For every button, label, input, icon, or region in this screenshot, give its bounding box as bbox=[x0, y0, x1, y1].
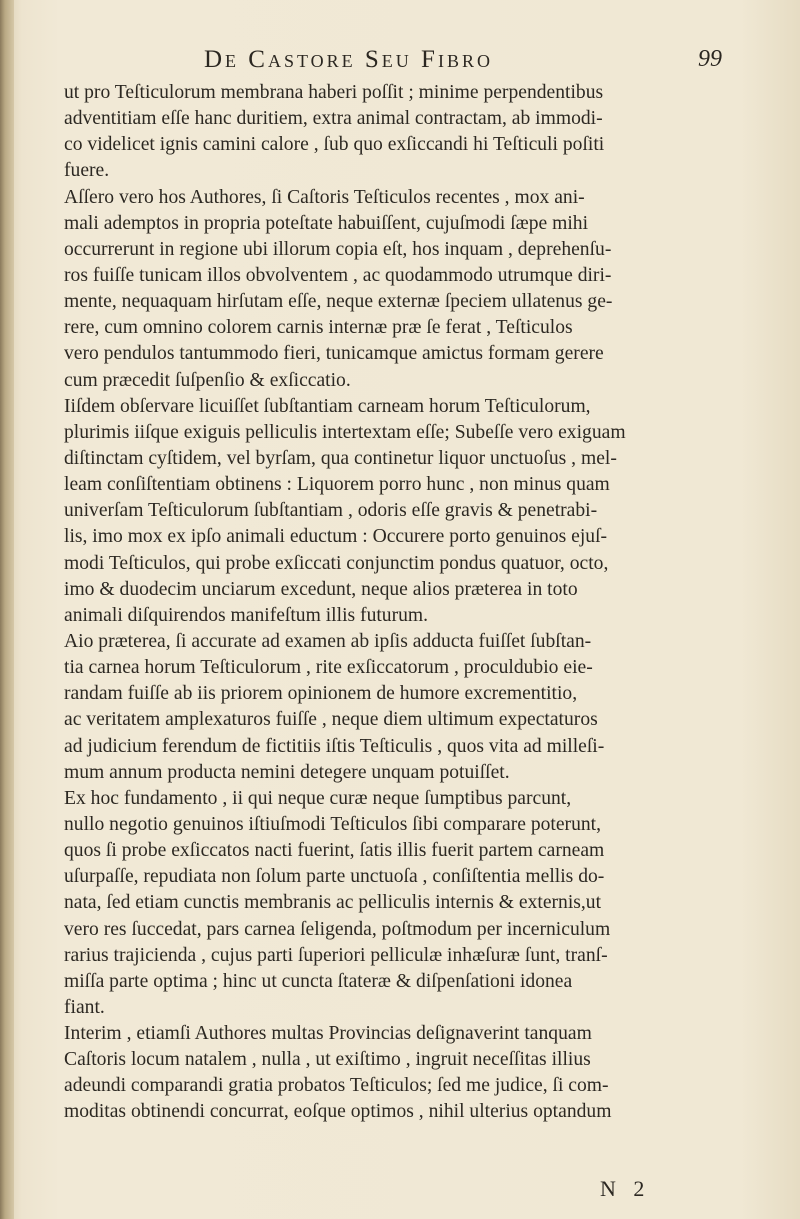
signature-mark: N 2 bbox=[600, 1176, 651, 1201]
running-head: De Castore Seu Fibro bbox=[204, 46, 493, 73]
text-line: vero res ſuccedat, pars carnea ſeligenda, poſtmodum per incerniculum bbox=[64, 918, 611, 940]
text-line: uſurpaſſe, repudiata non ſolum parte unctuoſa , conſiſtentia mellis do- bbox=[64, 866, 605, 888]
text-line: tia carnea horum Teſticulorum , rite exſiccatorum , proculdubio eie- bbox=[64, 657, 593, 679]
text-line: ut pro Teſticulorum membrana haberi poſſit ; minime perpendentibus bbox=[64, 82, 604, 103]
text-line: ros fuiſſe tunicam illos obvolventem , ac quodammodo utrumque diri- bbox=[64, 264, 612, 286]
text-line: nata, ſed etiam cunctis membranis ac pelliculis internis & externis,ut bbox=[64, 892, 602, 914]
text-line: nullo negotio genuinos iſtiuſmodi Teſticulos ſibi comparare poterunt, bbox=[64, 813, 602, 835]
text-line: moditas obtinendi concurrat, eoſque optimos , nihil ulterius optandum bbox=[64, 1101, 612, 1123]
binding-edge bbox=[0, 0, 14, 1219]
text-line: Interim , etiamſi Authores multas Provincias deſignaverint tanquam bbox=[64, 1023, 592, 1045]
text-line: cum præcedit ſuſpenſio & exſiccatio. bbox=[64, 369, 351, 391]
text-line: Aſſero vero hos Authores, ſi Caſtoris Teſticulos recentes , mox ani- bbox=[64, 186, 585, 208]
text-line: rarius trajicienda , cujus parti ſuperiori pelliculæ inhæſuræ ſunt, tranſ- bbox=[64, 944, 608, 966]
text-line: animali diſquirendos manifeſtum illis futurum. bbox=[64, 604, 429, 626]
text-line: occurrerunt in regione ubi illorum copia eſt, hos inquam , deprehenſu- bbox=[64, 238, 612, 260]
text-line: Iiſdem obſervare licuiſſet ſubſtantiam carneam horum Teſticulorum, bbox=[64, 395, 591, 417]
text-line: univerſam Teſticulorum ſubſtantiam , odoris eſſe gravis & penetrabi- bbox=[64, 500, 598, 522]
text-line: Aio præterea, ſi accurate ad examen ab ipſis adducta fuiſſet ſubſtan- bbox=[64, 630, 592, 652]
page-header bbox=[64, 44, 724, 78]
text-line: mali ademptos in propria poteſtate habuiſſent, cujuſmodi ſæpe mihi bbox=[64, 212, 589, 234]
text-line: fiant. bbox=[64, 996, 105, 1018]
text-line: mente, nequaquam hirſutam eſſe, neque externæ ſpeciem ullatenus ge- bbox=[64, 291, 613, 313]
text-line: leam conſiſtentiam obtinens : Liquorem porro hunc , non minus quam bbox=[64, 474, 610, 496]
text-line: modi Teſticulos, qui probe exſiccati conjunctim pondus quatuor, octo, bbox=[64, 552, 609, 574]
text-line: mum annum producta nemini detegere unquam potuiſſet. bbox=[64, 761, 510, 783]
text-line: randam fuiſſe ab iis priorem opinionem de humore excrementitio, bbox=[64, 683, 578, 705]
body-text bbox=[64, 80, 724, 1126]
text-line: lis, imo mox ex ipſo animali eductum : Occurere porto genuinos ejuſ- bbox=[64, 526, 608, 548]
page-number: 99 bbox=[698, 46, 722, 72]
text-line: rere, cum omnino colorem carnis internæ præ ſe ferat , Teſticulos bbox=[64, 317, 573, 339]
text-line: miſſa parte optima ; hinc ut cuncta ſtateræ & diſpenſationi idonea bbox=[64, 970, 573, 992]
text-line: vero pendulos tantummodo fieri, tunicamque amictus formam gerere bbox=[64, 343, 604, 365]
text-line: Ex hoc fundamento , ii qui neque curæ neque ſumptibus parcunt, bbox=[64, 787, 572, 809]
text-line: adventitiam eſſe hanc duritiem, extra animal contractam, ab immodi- bbox=[64, 108, 603, 130]
text-line: ad judicium ferendum de fictitiis iſtis Teſticulis , quos vita ad milleſi- bbox=[64, 735, 605, 757]
text-line: fuere. bbox=[64, 160, 110, 182]
text-line: co videlicet ignis camini calore , ſub quo exſiccandi hi Teſticuli poſiti bbox=[64, 134, 605, 156]
text-line: imo & duodecim unciarum excedunt, neque alios præterea in toto bbox=[64, 578, 578, 600]
text-line: quos ſi probe exſiccatos nacti fuerint, ſatis illis fuerit partem carneam bbox=[64, 840, 605, 862]
text-line: ac veritatem amplexaturos fuiſſe , neque diem ultimum expectaturos bbox=[64, 709, 598, 731]
text-line: Caſtoris locum natalem , nulla , ut exiſtimo , ingruit neceſſitas illius bbox=[64, 1049, 591, 1071]
text-line: adeundi comparandi gratia probatos Teſticulos; ſed me judice, ſi com- bbox=[64, 1075, 609, 1097]
text-line: diſtinctam cyſtidem, vel byrſam, qua continetur liquor unctuoſus , mel- bbox=[64, 447, 617, 469]
text-line: plurimis iiſque exiguis pelliculis intertextam eſſe; Subeſſe vero exiguam bbox=[64, 421, 626, 443]
